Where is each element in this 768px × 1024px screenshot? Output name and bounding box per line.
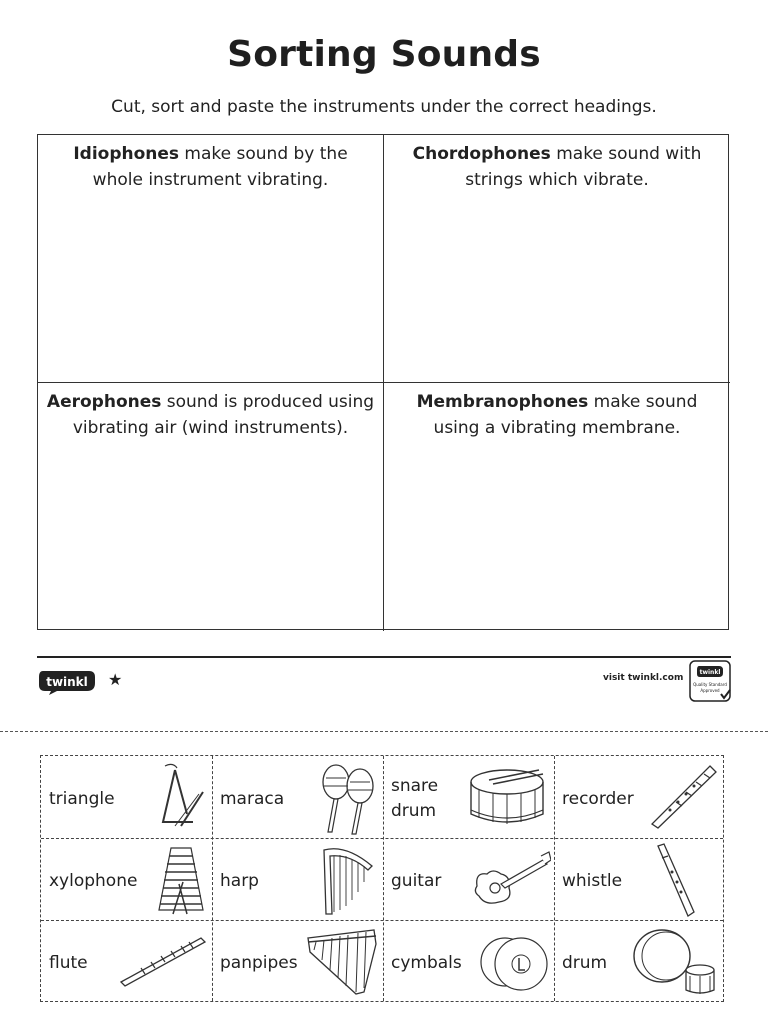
- card-label: guitar: [391, 871, 442, 891]
- category-term: Membranophones: [416, 392, 589, 412]
- category-term: Idiophones: [73, 144, 180, 164]
- card-label: xylophone: [49, 871, 138, 891]
- flute-icon: [117, 934, 207, 990]
- card-label: cymbals: [391, 953, 462, 973]
- page-title: Sorting Sounds: [227, 34, 541, 75]
- card-label: panpipes: [220, 953, 298, 973]
- category-idiophones[interactable]: [38, 135, 384, 383]
- panpipes-icon: [304, 924, 380, 996]
- category-text: make sound with: [550, 144, 702, 164]
- category-term: Aerophones: [46, 392, 162, 412]
- card-snare-drum[interactable]: [383, 756, 554, 838]
- category-aerophones[interactable]: [38, 383, 384, 631]
- instrument-cards: [40, 755, 724, 1002]
- svg-text:twinkl: twinkl: [699, 669, 721, 676]
- card-label: whistle: [562, 871, 623, 891]
- guitar-icon: [471, 850, 551, 910]
- triangle-icon: [153, 762, 209, 834]
- category-text: sound is produced using: [161, 392, 375, 412]
- xylophone-icon: [153, 844, 209, 916]
- category-line-1: [44, 389, 377, 415]
- cut-line: [0, 731, 768, 732]
- category-line-1: [44, 141, 377, 167]
- card-harp[interactable]: [212, 838, 383, 920]
- whistle-icon: [650, 842, 710, 918]
- card-triangle[interactable]: [41, 756, 212, 838]
- card-panpipes[interactable]: [212, 920, 383, 1002]
- card-xylophone[interactable]: [41, 838, 212, 920]
- card-maraca[interactable]: [212, 756, 383, 838]
- card-label: recorder: [562, 789, 634, 809]
- card-cymbals[interactable]: [383, 920, 554, 1002]
- cymbals-icon: [479, 928, 551, 996]
- harp-icon: [316, 842, 378, 918]
- visit-link[interactable]: visit twinkl.com: [603, 673, 684, 683]
- category-chordophones[interactable]: [384, 135, 730, 383]
- card-label: flute: [49, 953, 88, 973]
- category-line-1: [390, 141, 724, 167]
- maraca-icon: [318, 760, 378, 836]
- twinkl-logo: [37, 667, 97, 695]
- card-label-2: drum: [391, 801, 437, 821]
- svg-text:Quality Standard: Quality Standard: [693, 682, 727, 687]
- card-whistle[interactable]: [554, 838, 725, 920]
- card-label: maraca: [220, 789, 285, 809]
- recorder-icon: [644, 762, 720, 834]
- footer-divider: [37, 656, 731, 658]
- card-label: harp: [220, 871, 259, 891]
- category-membranophones[interactable]: [384, 383, 730, 631]
- snare-drum-icon: [467, 764, 549, 830]
- quality-badge-icon: [689, 660, 731, 702]
- card-drum[interactable]: [554, 920, 725, 1002]
- category-line-1: [390, 389, 724, 415]
- category-line-2: using a vibrating membrane.: [433, 418, 681, 438]
- card-label-1: snare: [391, 776, 439, 796]
- instructions: Cut, sort and paste the instruments under the correct headings.: [111, 97, 657, 117]
- svg-text:Approved: Approved: [700, 688, 720, 693]
- card-guitar[interactable]: [383, 838, 554, 920]
- drum-icon: [630, 926, 722, 998]
- card-recorder[interactable]: [554, 756, 725, 838]
- category-line-2: strings which vibrate.: [465, 170, 649, 190]
- card-label: drum: [562, 953, 608, 973]
- category-text: make sound by the: [179, 144, 348, 164]
- star-icon: ★: [108, 670, 123, 689]
- category-term: Chordophones: [412, 144, 551, 164]
- sorting-grid: [37, 134, 729, 630]
- svg-text:twinkl: twinkl: [46, 675, 88, 689]
- card-flute[interactable]: [41, 920, 212, 1002]
- card-label: triangle: [49, 789, 115, 809]
- category-text: make sound: [588, 392, 698, 412]
- category-line-2: vibrating air (wind instruments).: [72, 418, 349, 438]
- category-line-2: whole instrument vibrating.: [92, 170, 329, 190]
